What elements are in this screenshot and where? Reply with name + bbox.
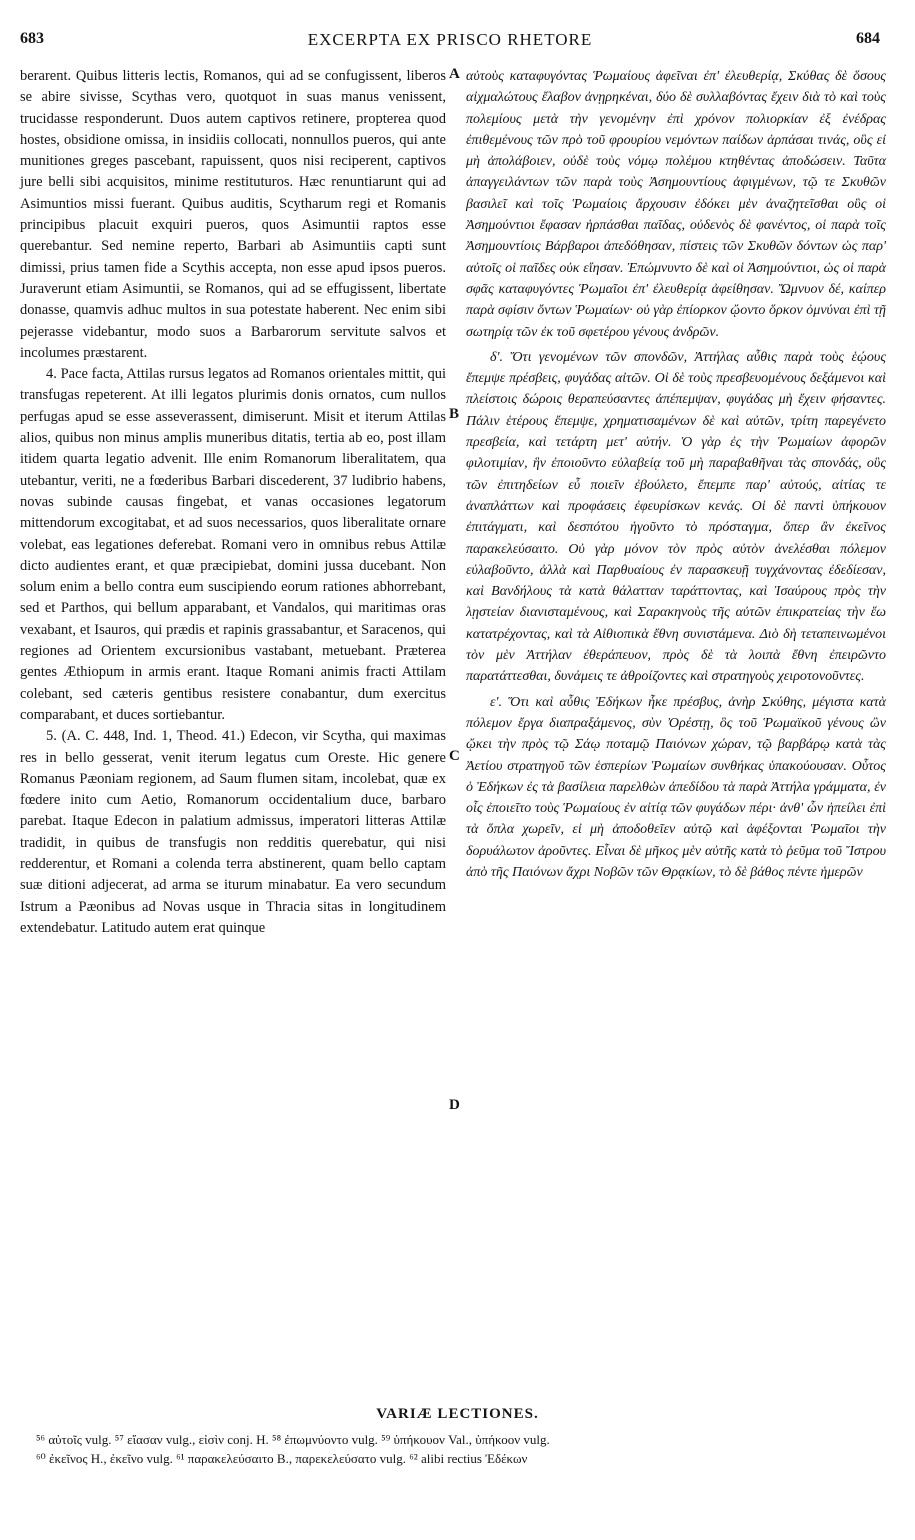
variant-line-1: ⁵⁶ αὐτοῖς vulg. ⁵⁷ εἴασαν vulg., εἰσὶν conj. H. ⁵⁸ ἐπωμνύοντο vulg. ⁵⁹ ὑπήκουον Val., ὑπήκοον vulg. [36,1432,550,1447]
latin-paragraph-2: 4. Pace facta, Attilas rursus legatos ad Romanos orientales mittit, qui transfugas repeterent. At illi legatos plurimis donis ornatos, cum nullos perfugas apud se esse asseverassent, dimiserunt. Misit et iterum Attilas alios, quibus non minus amplis muneribus ditatis, tertia ab eo, post illam itidem quarta legatio advenit. Ille enim Romanorum liberalitatem, qua utebantur, veriti, ne a fœderibus Barbari discederent, 37 ludibrio habens, novas subinde causas fingebat, et vanas occasiones legatorum mittendorum excogitabat, et ad suos necessarios, quos liberalitate ornare volebat, eas legationes deferebat. Romani vero in omnibus rebus Attilæ dicto audientes erant, et quæ præcipiebat, domini jussa ducebant. Non solum enim a bello contra eum suscipiendo eorum rationes abhorrebant, sed et Parthos, qui bellum apparabant, et Vandalos, qui maritimas oras vexabant, et Isauros, qui prædis et rapinis grassabantur, et Saracenos, qui regiones ad Orientem excursionibus vastabant, metuebant. Præterea gentes Æthiopum in armis erant. Itaque Romani animis fracti Attilam colebant, sed cæteris gentibus resistere conabantur, dum exercitus comparabant, et duces sortiebantur. [20,366,446,723]
page-number-left: 683 [20,30,44,47]
variant-line-2: ⁶⁰ ἐκεῖνος H., ἐκεῖνο vulg. ⁶¹ παρακελεύσαιτο B., παρεκελεύσατο vulg. ⁶² alibi rectius Ἐδέκων [36,1451,528,1466]
greek-column [466,66,886,1396]
greek-paragraph-1: αὐτοὺς καταφυγόντας Ῥωμαίους ἀφεῖναι ἐπ' ἐλευθερίᾳ, Σκύθας δὲ ὅσους αἰχμαλώτους ἔλαβον ἀνῃρηκέναι, δύο δὲ συλλαβόντας ἔχειν διὰ τὸ καὶ τοὺς πολεμίους μετὰ τὴν γενομένην ἐπὶ χρόνον πολιορκίαν ἐξ ἐνέδρας ἐπιθεμένους τῶν πρὸ τοῦ φρουρίου νεμόντων παίδων ἁρπάσαι τινάς, οὓς εἰ μὴ ἀπολάβοιεν, οὐδὲ τοὺς νόμῳ πολέμου κτηθέντας ἀποδώσειν. Ταῦτα ἀπαγγειλάντων τῶν παρὰ τοὺς Ἀσημουντίους ἀφιγμένων, τῷ τε Σκυθῶν βασιλεῖ καὶ τοῖς Ῥωμαίοις ἄρχουσιν ἐδόκει μὲν ἀναζητεῖσθαι οὓς οἱ Ἀσημούντιοι ἔφασαν ἡρπάσθαι παῖδας, οὐδενὸς δὲ φανέντος, οἱ παρὰ τοῖς Ἀσημουντίοις Βάρβαροι ἀπεδόθησαν, πίστεις τῶν Σκυθῶν δόντων ὡς παρ' αὐτοῖς οἱ παῖδες οὐκ εἴησαν. Ἐπώμνυντο δὲ καὶ οἱ Ἀσημούντιοι, ὡς οἱ παρὰ σφᾶς καταφυγόντες Ῥωμαῖοι ἐπ' ἐλευθερίᾳ ἀφείθησαν. Ὤμνυον δέ, καίπερ παρὰ σφίσιν ὄντων Ῥωμαίων· οὐ γὰρ ἐπίορκον ᾤοντο ὅρκον ὀμνύναι ἐπὶ τῇ σωτηρίᾳ τῶν ἐκ τοῦ σφετέρου γένους ἀνδρῶν. [466,69,886,340]
page-number-right: 684 [856,30,880,47]
greek-paragraph-3: ε'. Ὅτι καὶ αὖθις Ἐδήκων ἧκε πρέσβυς, ἀνὴρ Σκύθης, μέγιστα κατὰ πόλεμον ἔργα διαπραξάμενος, σὺν Ὀρέστῃ, ὃς τοῦ Ῥωμαϊκοῦ γένους ὢν ᾤκει τὴν πρὸς τῷ Σάῳ ποταμῷ Παιόνων χώραν, τῷ βαρβάρῳ κατὰ τὰς Ἀετίου στρατηγοῦ τῶν ἑσπερίων Ῥωμαίων συνθήκας ὑπακούουσαν. Οὗτος ὁ Ἐδήκων ἐς τὰ βασίλεια παρελθὼν ἀπεδίδου τὰ παρὰ Ἀττήλα γράμματα, ἐν οἷς ἐποιεῖτο τοὺς Ῥωμαίους ἐν αἰτίᾳ τῶν φυγάδων πέρι· ἀνθ' ὧν ἠπείλει ἐπὶ τὰ ὅπλα χωρεῖν, εἰ μὴ ἀποδοθεῖεν αὐτῷ καὶ ἀφέξονται Ῥωμαῖοι τὴν δορυάλωτον ἀροῦντες. Εἶναι δὲ μῆκος μὲν αὐτῆς κατὰ τὸ ῥεῦμα τοῦ Ἴστρου ἀπὸ τῆς Παιόνων ἄχρι Νοβῶν τῶν Θρᾳκίων, τὸ δὲ βάθος πέντε ἡμερῶν [466,694,886,880]
latin-column [20,66,446,1396]
page-header [20,30,880,56]
latin-paragraph-3: 5. (A. C. 448, Ind. 1, Theod. 41.) Edecon, vir Scytha, qui maximas res in bello gesserat, venit iterum legatus cum Oreste. Hic genere Romanus Pæoniam regionem, ad Saum flumen sitam, incolebat, quæ ex fœdere inito cum Aetio, Romanorum occidentalium duce, barbaro parebat. Itaque Edecon in palatium admissus, imperatori litteras Attilæ tradidit, in quibus de transfugis non redditis querebatur, qui nisi redderentur, et Romani a colenda terra abstinerent, quam bello captam suæ ditioni adjecerat, ad arma se iturum minabatur. Ea vero secundum Istrum a Pæonibus ad Novas usque in Thracia sitas in longitudinem extendebatur. Latitudo autem erat quinque [20,728,446,936]
variae-lectiones-notes [36,1430,896,1468]
greek-paragraph-2: δ'. Ὅτι γενομένων τῶν σπονδῶν, Ἀττήλας αὖθις παρὰ τοὺς ἑῴους ἔπεμψε πρέσβεις, φυγάδας αἰτῶν. Οἱ δὲ τοὺς πρεσβευομένους δεξάμενοι καὶ πλείστοις δώροις θεραπεύσαντες ἀπέπεμψαν, φυγάδας μὴ ἔχειν φήσαντες. Πάλιν ἑτέρους ἔπεμψε, χρηματισαμένων δὲ καὶ αὐτῶν, τρίτη παρεγένετο πρεσβεία, καὶ τετάρτη μετ' αὐτήν. Ὁ γὰρ ἐς τὴν Ῥωμαίων ἀφορῶν φιλοτιμίαν, ἣν ἐποιοῦντο εὐλαβείᾳ τοῦ μὴ παραβαθῆναι τὰς σπονδάς, οὓς τῶν ἐπιτηδείων εὖ ποιεῖν ἐβούλετο, ἔπεμπε παρ' αὐτούς, αἰτίας τε ἀναπλάττων καὶ προφάσεις ἐφευρίσκων κενάς. Οἱ δὲ παντὶ ὑπήκουον ἐπιτάγματι, καὶ δεσπότου ἡγοῦντο τὸ πρόσταγμα, ὅπερ ἂν ἐκεῖνος παρακελεύσαιτο. Οὐ γὰρ μόνον τὸν πρὸς αὐτὸν ἀνελέσθαι πόλεμον εὐλαβοῦντο, ἀλλὰ καὶ Παρθυαίους ἐν παρασκευῇ τυγχάνοντας ἐδεδίεσαν, καὶ Βανδήλους τὰ κατὰ θάλατταν ταράττοντας, καὶ Ἰσαύρους πρὸς τὴν λῃστείαν διανισταμένους, καὶ Σαρακηνοὺς τῆς αὐτῶν ἐπικρατείας τὴν ἕω κατατρέχοντας, καὶ τὰ Αἰθιοπικὰ ἔθνη συνιστάμενα. Διὸ δὴ τεταπεινωμένοι τὸν μὲν Ἀττήλαν ἐθεράπευον, πρὸς δὲ τὰ λοιπὰ ἔθνη ἐπειρῶντο παρατάττεσθαι, δυνάμεις τε ἀθροίζοντες καὶ στρατηγοὺς χειροτονοῦντες. [466,349,886,685]
variae-lectiones-title: VARIÆ LECTIONES. [376,1406,539,1422]
latin-paragraph-1: berarent. Quibus litteris lectis, Romanos, qui ad se confugissent, liberos se abire sivisse, Scythas vero, quotquot in suas manus venissent, trucidasse responderunt. Duos autem captivos retinere, propterea quod hostes, obsidione omissa, in insidiis collocati, nonnullos pueros, qui ante munitiones greges pascebant, rapuissent, quos nisi reciperent, captivos jure belli sibi acquisitos, minime restituturos. Hæc renuntiarunt qui ad Asimuntios missi fuerant. Quibus auditis, Scytharum regi et Romanis principibus placuit exquiri pueros, quos Asimuntii raptos esse querebantur. Sed nemine reperto, Barbari ab Asimuntiis capti sunt dimissi, prius tamen fide a Scythis accepta, non esse apud ipsos pueros. Juraverunt etiam Asimuntii, se Romanos, qui ad se effugissent, libertate donasse, quamvis adhuc multos in sua potestate haberent. Nec enim sibi pejerasse videbantur, modo suos a Barbarorum servitute salvos et incolumes præstarent. [20,68,446,361]
margin-marker-b: B [449,406,460,422]
margin-marker-d: D [449,1097,460,1113]
margin-marker-c: C [449,748,460,764]
margin-marker-a: A [449,66,460,82]
running-title: EXCERPTA EX PRISCO RHETORE [307,30,593,49]
